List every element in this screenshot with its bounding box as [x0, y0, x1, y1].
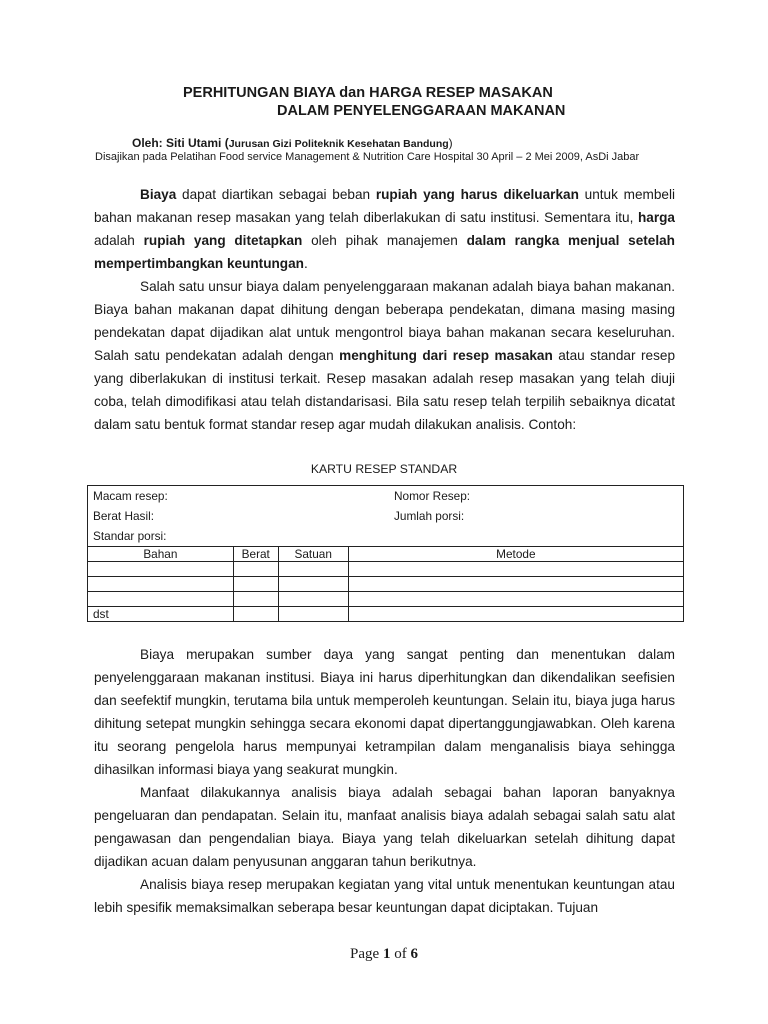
field-berat-hasil: Berat Hasil: [93, 509, 154, 523]
recipe-card-info-row [88, 486, 684, 507]
text-run: dapat diartikan sebagai beban [176, 187, 376, 202]
text-run: . [303, 256, 308, 271]
term-harga: harga [637, 210, 675, 225]
table-cell [88, 592, 234, 607]
table-cell [88, 562, 234, 577]
paragraph-biaya-definition [94, 183, 675, 275]
table-cell [233, 577, 278, 592]
table-cell [233, 592, 278, 607]
text-run: untuk membeli bahan makanan resep masakan yang telah diberlakukan di satu institusi. Sementara itu, [94, 187, 675, 225]
table-row [88, 607, 684, 622]
emphasis-rupiah-ditetapkan: rupiah yang ditetapkan [143, 233, 303, 248]
text-run: atau standar resep yang diberlakukan di institusi terkait. Resep masakan adalah resep masakan yang telah diuji coba, telah dimodifikasi atau telah distandarisasi. Bila satu resep telah terpilih sebaiknya dicatat dalam satu bentuk format standar resep agar mudah dilakukan analisis. Contoh: [94, 348, 676, 432]
field-standar-porsi: Standar porsi: [93, 529, 167, 543]
recipe-card-info-row [88, 526, 684, 547]
of-word: of [394, 946, 407, 962]
term-biaya: Biaya [140, 187, 177, 202]
document-title-line1: PERHITUNGAN BIAYA dan HARGA RESEP MASAKAN [183, 85, 553, 101]
table-cell [278, 607, 348, 622]
field-nomor-resep: Nomor Resep: [394, 489, 471, 503]
page-total: 6 [410, 946, 418, 962]
table-cell [348, 577, 683, 592]
page-current: 1 [382, 946, 391, 962]
recipe-card-title: KARTU RESEP STANDAR [310, 462, 458, 476]
paragraph-biaya-bahan-makanan [94, 275, 675, 436]
table-cell [348, 592, 683, 607]
paragraph-manfaat-analisis: Manfaat dilakukannya analisis biaya adalah sebagai bahan laporan banyaknya pengeluaran dan pendapatan. Selain itu, manfaat analisis biaya adalah sebagai salah satu alat pengawasan dan pengendalian biaya. Biaya yang telah dikeluarkan setelah dihitung dapat dijadikan acuan dalam penyusunan anggaran tahun berikutnya. [94, 785, 675, 869]
table-cell [278, 562, 348, 577]
presentation-note: Disajikan pada Pelatihan Food service Management & Nutrition Care Hospital 30 April – 2 Mei 2009, AsDi Jabar [95, 151, 640, 163]
table-row [88, 562, 684, 577]
column-header-satuan: Satuan [278, 547, 348, 562]
table-cell [88, 577, 234, 592]
table-row [88, 577, 684, 592]
paragraph-biaya-sumber-daya: Biaya merupakan sumber daya yang sangat penting dan menentukan dalam penyelenggaraan makanan institusi. Biaya ini harus diperhitungkan dan dikendalikan seefisien dan seefektif mungkin, terutama bila untuk memperoleh keuntungan. Selain itu, biaya juga harus dihitung setepat mungkin sehingga secara ekonomi dapat dipertanggungjawabkan. Oleh karena itu seorang pengelola harus mempunyai ketrampilan dalam menganalisis biaya sehingga dihasilkan informasi biaya yang seakurat mungkin. [94, 647, 675, 777]
page-word: Page [350, 946, 380, 962]
table-cell [233, 562, 278, 577]
field-macam-resep: Macam resep: [93, 489, 168, 503]
column-header-berat: Berat [233, 547, 278, 562]
emphasis-menjual-keuntungan: dalam rangka menjual setelah mempertimbangkan keuntungan [94, 233, 675, 271]
document-title-line2: DALAM PENYELENGGARAAN MAKANAN [277, 103, 566, 119]
recipe-card-info-row [88, 506, 684, 526]
table-cell [278, 577, 348, 592]
table-cell [348, 562, 683, 577]
field-jumlah-porsi: Jumlah porsi: [394, 509, 465, 523]
text-run: adalah [94, 233, 144, 248]
author-line: Oleh: Siti Utami (Jurusan Gizi Politeknik Kesehatan Bandung) [132, 136, 453, 150]
text-run: oleh pihak manajemen [302, 233, 467, 248]
emphasis-menghitung-resep: menghitung dari resep masakan [339, 348, 553, 363]
paragraph-analisis-resep: Analisis biaya resep merupakan kegiatan yang vital untuk menentukan keuntungan atau lebih spesifik memaksimalkan seberapa besar keuntungan dapat diciptakan. Tujuan [94, 877, 675, 915]
author-name: Oleh: Siti Utami [132, 136, 222, 150]
table-cell [348, 607, 683, 622]
table-row [88, 592, 684, 607]
table-cell [233, 607, 278, 622]
emphasis-rupiah-dikeluarkan: rupiah yang harus dikeluarkan [375, 187, 579, 202]
page-footer [0, 946, 768, 963]
table-cell-dst: dst [88, 607, 234, 622]
text-run: Salah satu unsur biaya dalam penyelenggaraan makanan adalah biaya bahan makanan. Biaya bahan makanan dapat dihitung dengan beberapa pendekatan, dimana masing masing pendekatan dapat dijadikan alat untuk mengontrol biaya bahan makanan secara keseluruhan. Salah satu pendekatan adalah dengan [94, 279, 675, 363]
table-cell [278, 592, 348, 607]
recipe-card-table [87, 485, 684, 622]
column-header-bahan: Bahan [88, 547, 234, 562]
author-institution: Jurusan Gizi Politeknik Kesehatan Bandung [228, 138, 449, 150]
column-header-metode: Metode [348, 547, 683, 562]
